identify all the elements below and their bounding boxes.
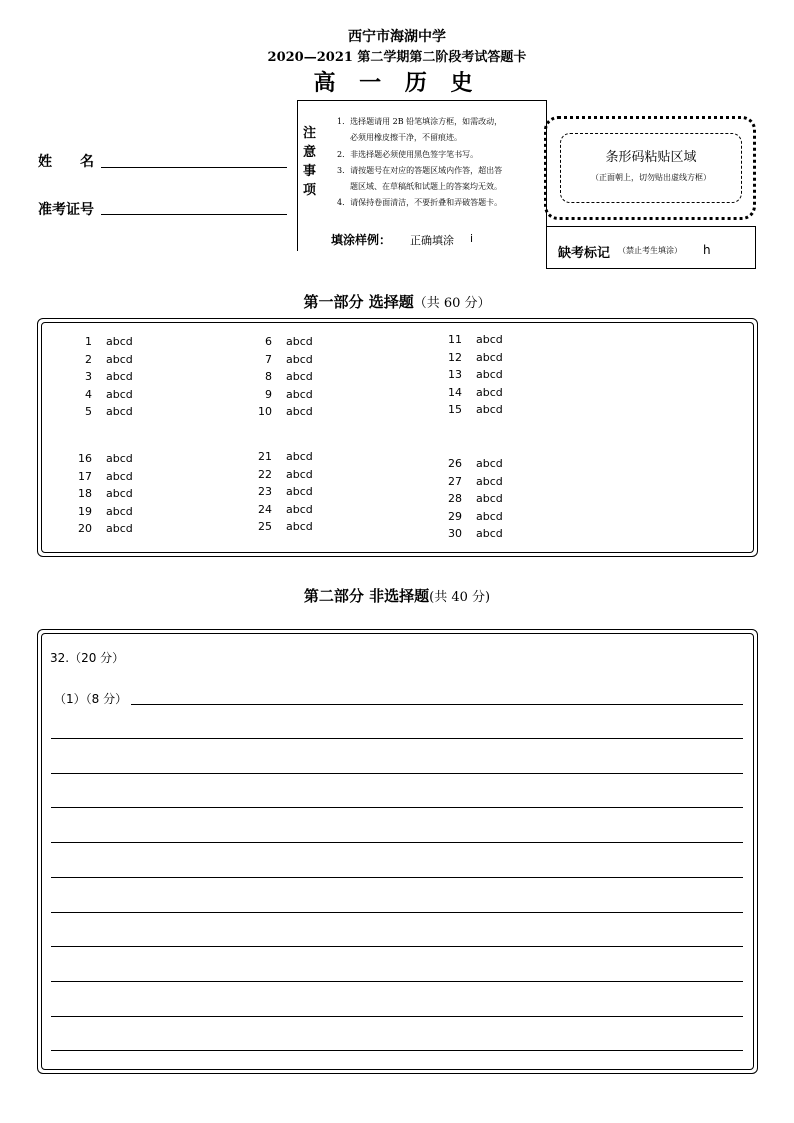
choice-question-24 (250, 503, 313, 516)
choice-options[interactable]: abcd (286, 370, 313, 383)
question-number: 8 (265, 370, 272, 383)
question-number: 9 (265, 387, 272, 401)
choice-question-12 (440, 351, 503, 364)
choice-question-27 (440, 475, 503, 488)
question-number: 6 (265, 335, 272, 348)
choice-options[interactable]: abcd (476, 403, 503, 416)
choice-question-8 (250, 370, 313, 383)
answer-line[interactable] (51, 807, 743, 808)
choice-question-29 (440, 510, 503, 523)
question-number: 10 (258, 405, 272, 418)
name-field[interactable] (101, 167, 287, 168)
question-number: 2 (85, 352, 92, 366)
notice-heading: 注意事项 (303, 126, 317, 198)
answer-line[interactable] (51, 1050, 743, 1051)
choice-options[interactable]: abcd (106, 370, 133, 383)
choice-question-30 (440, 527, 503, 540)
choice-question-22 (250, 468, 313, 481)
choice-options[interactable]: abcd (476, 350, 503, 364)
choice-question-17 (70, 470, 133, 483)
choice-options[interactable]: abcd (286, 352, 313, 366)
barcode-area (560, 133, 742, 203)
question-number: 23 (258, 485, 272, 498)
choice-options[interactable]: abcd (286, 485, 313, 498)
choice-question-7 (250, 353, 313, 366)
answer-line[interactable] (51, 773, 743, 774)
choice-question-21 (250, 450, 313, 463)
choice-options[interactable]: abcd (106, 335, 133, 348)
question-number: 22 (258, 467, 272, 481)
part1-box-inner (41, 322, 754, 553)
choice-options[interactable]: abcd (476, 474, 503, 488)
question-number: 14 (448, 385, 462, 399)
choice-options[interactable]: abcd (476, 492, 503, 505)
exam-title: 2020—2021 第二学期第二阶段考试答题卡 (267, 50, 527, 65)
choice-options[interactable]: abcd (476, 509, 503, 523)
part1-title (0, 291, 794, 312)
choice-options[interactable]: abcd (476, 385, 503, 399)
question-number: 17 (78, 469, 92, 483)
notice-item: 必须用橡皮擦干净，不留痕迹。 (350, 133, 462, 142)
question-number: 21 (258, 450, 272, 463)
choice-options[interactable]: abcd (286, 520, 313, 533)
notice-item: 题区域、在草稿纸和试题上的答案均无效。 (350, 182, 502, 191)
choice-options[interactable]: abcd (106, 504, 133, 518)
choice-question-14 (440, 386, 503, 399)
notice-item: 3．请按题号在对应的答题区域内作答，超出答 (337, 166, 503, 175)
choice-question-20 (70, 522, 133, 535)
notice-item: 2．非选择题必须使用黑色签字笔书写。 (337, 150, 479, 159)
question-number: 20 (78, 522, 92, 535)
question-number: 28 (448, 492, 462, 505)
question-number: 18 (78, 487, 92, 500)
absent-label: 缺考标记 (558, 246, 611, 261)
choice-options[interactable]: abcd (476, 333, 503, 346)
question-32-1-label: （1）（8 分） (54, 692, 128, 706)
choice-question-13 (440, 368, 503, 381)
question-number: 4 (85, 387, 92, 401)
question-32-label: 32.（20 分） (50, 651, 125, 665)
notice-item: 1．选择题请用 2B 铅笔填涂方框，如需改动， (337, 117, 503, 126)
notice-item: 4．请保持卷面清洁，不要折叠和弄破答题卡。 (337, 198, 503, 207)
choice-options[interactable]: abcd (286, 467, 313, 481)
question-number: 13 (448, 368, 462, 381)
question-number: 15 (448, 403, 462, 416)
absent-note: （禁止考生填涂） (618, 246, 682, 255)
name-label: 姓 名 (38, 154, 94, 170)
question-number: 1 (85, 335, 92, 348)
choice-question-5 (70, 405, 133, 418)
choice-options[interactable]: abcd (106, 405, 133, 418)
question-number: 19 (78, 504, 92, 518)
question-number: 16 (78, 452, 92, 465)
part2-title (0, 585, 794, 606)
answer-line[interactable] (51, 912, 743, 913)
choice-question-23 (250, 485, 313, 498)
choice-question-1 (70, 335, 133, 348)
choice-question-16 (70, 452, 133, 465)
question-number: 25 (258, 520, 272, 533)
question-number: 12 (448, 350, 462, 364)
part1-title-text: 第一部分 选择题 (303, 293, 414, 311)
answer-line[interactable] (51, 946, 743, 947)
school-name: 西宁市海湖中学 (348, 29, 446, 45)
choice-options[interactable]: abcd (106, 452, 133, 465)
question-number: 27 (448, 474, 462, 488)
choice-options[interactable]: abcd (476, 527, 503, 540)
choice-question-4 (70, 388, 133, 401)
choice-options[interactable]: abcd (106, 469, 133, 483)
choice-options[interactable]: abcd (286, 502, 313, 516)
part1-points: （共 60 分） (413, 296, 491, 311)
question-number: 30 (448, 527, 462, 540)
choice-options[interactable]: abcd (106, 522, 133, 535)
question-number: 24 (258, 502, 272, 516)
answer-line[interactable] (51, 981, 743, 982)
question-number: 5 (85, 405, 92, 418)
choice-options[interactable]: abcd (286, 387, 313, 401)
absent-checkbox[interactable]: h (703, 243, 711, 257)
choice-question-3 (70, 370, 133, 383)
answer-line[interactable] (131, 704, 743, 705)
fill-example-text: 正确填涂 (410, 234, 454, 247)
answer-line[interactable] (51, 877, 743, 878)
choice-options[interactable]: abcd (476, 457, 503, 470)
exam-id-label: 准考证号 (38, 202, 94, 218)
question-number: 7 (265, 352, 272, 366)
choice-options[interactable]: abcd (286, 405, 313, 418)
choice-question-9 (250, 388, 313, 401)
choice-question-28 (440, 492, 503, 505)
choice-question-2 (70, 353, 133, 366)
subject-title: 高 一 历 史 (313, 70, 481, 96)
question-number: 26 (448, 457, 462, 470)
answer-line[interactable] (51, 738, 743, 739)
choice-options[interactable]: abcd (106, 487, 133, 500)
choice-question-26 (440, 457, 503, 470)
question-number: 3 (85, 370, 92, 383)
part2-points: (共 40 分) (429, 590, 491, 605)
barcode-title: 条形码粘贴区域 (605, 150, 697, 165)
choice-options[interactable]: abcd (476, 368, 503, 381)
fill-example-label: 填涂样例： (331, 233, 392, 247)
choice-options[interactable]: abcd (286, 335, 313, 348)
fill-example-mark: i (470, 232, 474, 245)
barcode-note: （正面朝上，切勿贴出虚线方框） (591, 173, 711, 182)
choice-question-11 (440, 333, 503, 346)
question-number: 11 (448, 333, 462, 346)
choice-question-18 (70, 487, 133, 500)
choice-options[interactable]: abcd (286, 450, 313, 463)
choice-question-25 (250, 520, 313, 533)
question-number: 29 (448, 509, 462, 523)
choice-question-15 (440, 403, 503, 416)
answer-line[interactable] (51, 842, 743, 843)
choice-options[interactable]: abcd (106, 387, 133, 401)
answer-line[interactable] (51, 1016, 743, 1017)
part2-title-text: 第二部分 非选择题 (303, 587, 430, 605)
part2-box-inner (41, 633, 754, 1070)
choice-question-19 (70, 505, 133, 518)
exam-id-field[interactable] (101, 214, 287, 215)
choice-question-10 (250, 405, 313, 418)
choice-options[interactable]: abcd (106, 352, 133, 366)
choice-question-6 (250, 335, 313, 348)
